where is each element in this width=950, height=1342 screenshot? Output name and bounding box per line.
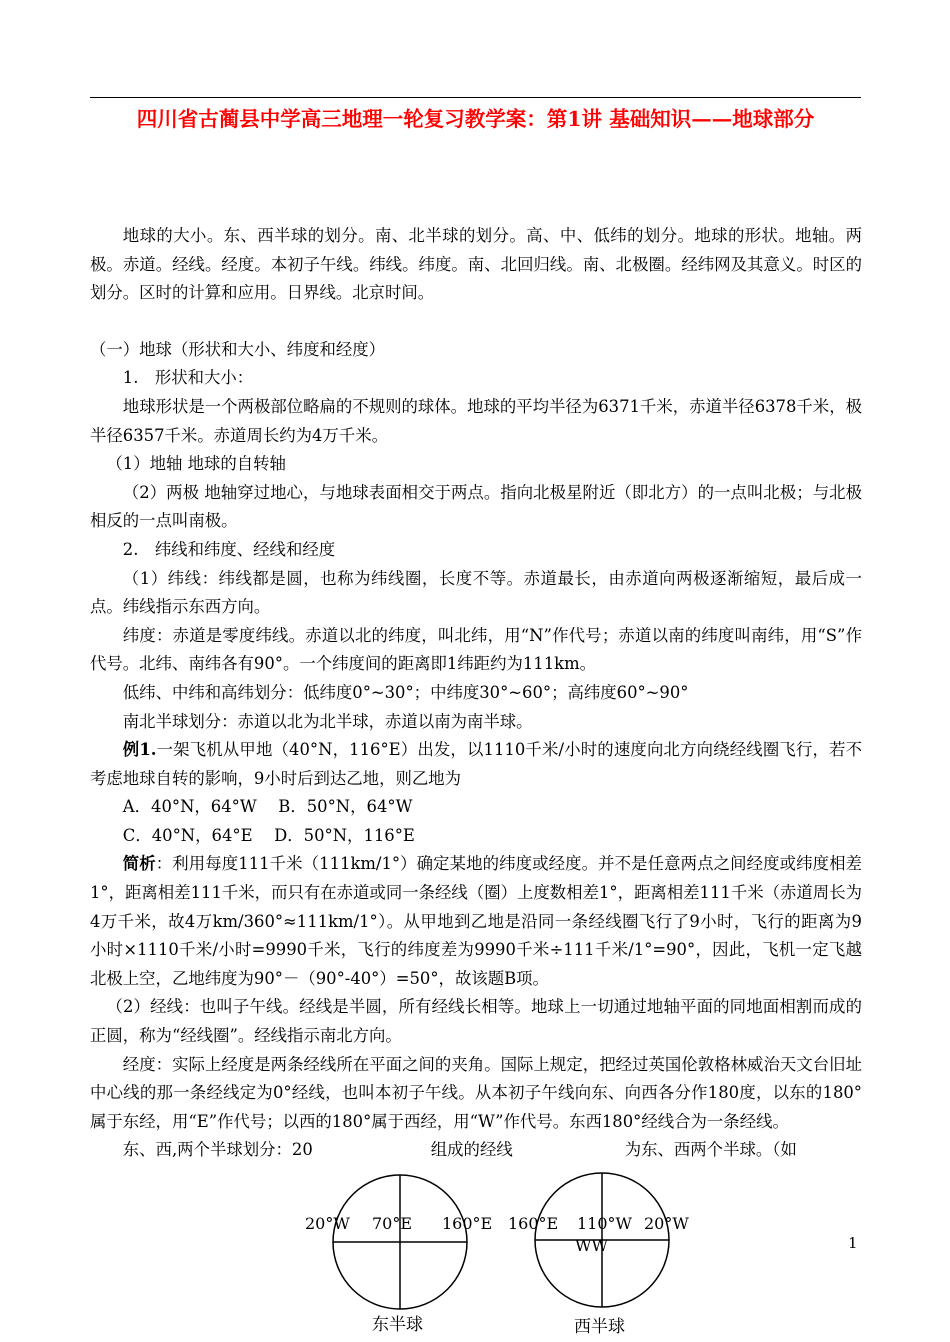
- west-label-160e: 160°E: [508, 1214, 559, 1233]
- east-label-20w: 20°W: [305, 1214, 350, 1233]
- subheading-lat-long: 2. 纬线和纬度、经线和经度: [122, 539, 336, 559]
- paragraph-poles: （2）两极 地轴穿过地心，与地球表面相交于两点。指向北极星附近（即北方）的一点叫北极；与北极相反的一点叫南极。: [90, 482, 862, 531]
- west-hemisphere-caption: 西半球: [574, 1317, 625, 1337]
- page-number: 1: [848, 1234, 858, 1252]
- east-hemisphere-caption: 东半球: [372, 1315, 423, 1335]
- west-label-20w: 20°W: [644, 1214, 689, 1233]
- paragraph-hemispheres-ns: 南北半球划分：赤道以北为北半球，赤道以南为南半球。: [122, 711, 533, 731]
- intro-paragraph: 地球的大小。东、西半球的划分。南、北半球的划分。高、中、低纬的划分。地球的形状。地轴。两极。赤道。经线。经度。本初子午线。纬线。纬度。南、北回归线。南、北极圈。经纬网及其意义。时区的划分。区时的计算和应用。日界线。北京时间。: [90, 226, 862, 303]
- subheading-shape-size: 1. 形状和大小：: [122, 368, 254, 388]
- west-label-110w: 110°W: [577, 1214, 632, 1233]
- analysis-label: 简析: [122, 854, 156, 874]
- page-title: 四川省古蔺县中学高三地理一轮复习教学案：第1讲 基础知识——地球部分: [136, 107, 815, 131]
- paragraph-earth-axis: （1）地轴 地球的自转轴: [106, 454, 286, 474]
- paragraph-latitude: 纬度：赤道是零度纬线。赤道以北的纬度，叫北纬，用“N”作代号；赤道以南的纬度叫南纬，用“S”作代号。北纬、南纬各有90°。一个纬度间的距离即1纬距约为111km。: [90, 625, 862, 674]
- example-label: 例1.: [122, 740, 157, 760]
- document-body: [90, 222, 862, 1165]
- example-text: 一架飞机从甲地（40°N，116°E）出发，以1110千米/小时的速度向北方向绕经线圈飞行，若不考虑地球自转的影响，9小时后到达乙地，则乙地为: [90, 740, 862, 788]
- paragraph-hemispheres-ew: [90, 1136, 862, 1165]
- east-label-160e: 160°E: [442, 1214, 493, 1233]
- paragraph-longitude: 经度：实际上经度是两条经线所在平面之间的夹角。国际上规定，把经过英国伦敦格林威治天文台旧址中心线的那一条经线定为0°经线，也叫本初子午线。从本初子午线向东、向西各分作180度，以东的180°属于东经，用“E”作代号；以西的180°属于西经，用“W”作代号。东西180°经线合为一条经线。: [90, 1054, 862, 1131]
- east-hemisphere-diagram: [330, 1172, 470, 1312]
- paragraph-parallels: （1）纬线：纬线都是圆，也称为纬线圈，长度不等。赤道最长，由赤道向两极逐渐缩短，最后成一点。纬线指示东西方向。: [90, 568, 862, 617]
- paragraph-lat-zones: 低纬、中纬和高纬划分：低纬度0°~30°；中纬度30°~60°；高纬度60°~90°: [122, 682, 689, 702]
- paragraph-earth-shape: 地球形状是一个两极部位略扁的不规则的球体。地球的平均半径为6371千米，赤道半径6378千米，极半径6357千米。赤道周长约为4万千米。: [90, 396, 862, 445]
- west-label-ww: WW: [575, 1236, 608, 1255]
- analysis-text: ：利用每度111千米（111km/1°）确定某地的纬度或经度。并不是任意两点之间经度或纬度相差1°，距离相差111千米，而只有在赤道或同一条经线（圈）上度数相差1°，距离相差111千米（赤道周长为4万千米，故4万km/360°≈111km/1°）。从甲地到乙地是沿同一条经线圈飞行了9小时，飞行的距离为9小时×1110千米/小时=9990千米，飞行的纬度差为9990千米÷111千米/1°=90°，因此，飞机一定飞越北极上空，乙地纬度为90°－（90°-40°）=50°，故该题B项。: [90, 854, 863, 988]
- section-heading: （一）地球（形状和大小、纬度和经度）: [90, 339, 386, 359]
- east-label-70e: 70°E: [372, 1214, 413, 1233]
- analysis-paragraph: [90, 850, 862, 993]
- example-question: [90, 736, 862, 793]
- example-options-ab: A．40°N，64°W B．50°N，64°W: [122, 797, 413, 817]
- hemi-text-right: 为东、西两个半球。（如: [624, 1140, 797, 1160]
- hemi-text-mid: 组成的经线: [430, 1140, 513, 1160]
- hemi-text-left: 东、西,两个半球划分：20: [122, 1140, 313, 1160]
- example-options-cd: C．40°N，64°E D．50°N，116°E: [122, 825, 415, 845]
- paragraph-meridians: （2）经线：也叫子午线。经线是半圆，所有经线长相等。地球上一切通过地轴平面的同地面相割而成的正圆，称为“经线圈”。经线指示南北方向。: [90, 997, 862, 1046]
- header-rule: [90, 97, 861, 98]
